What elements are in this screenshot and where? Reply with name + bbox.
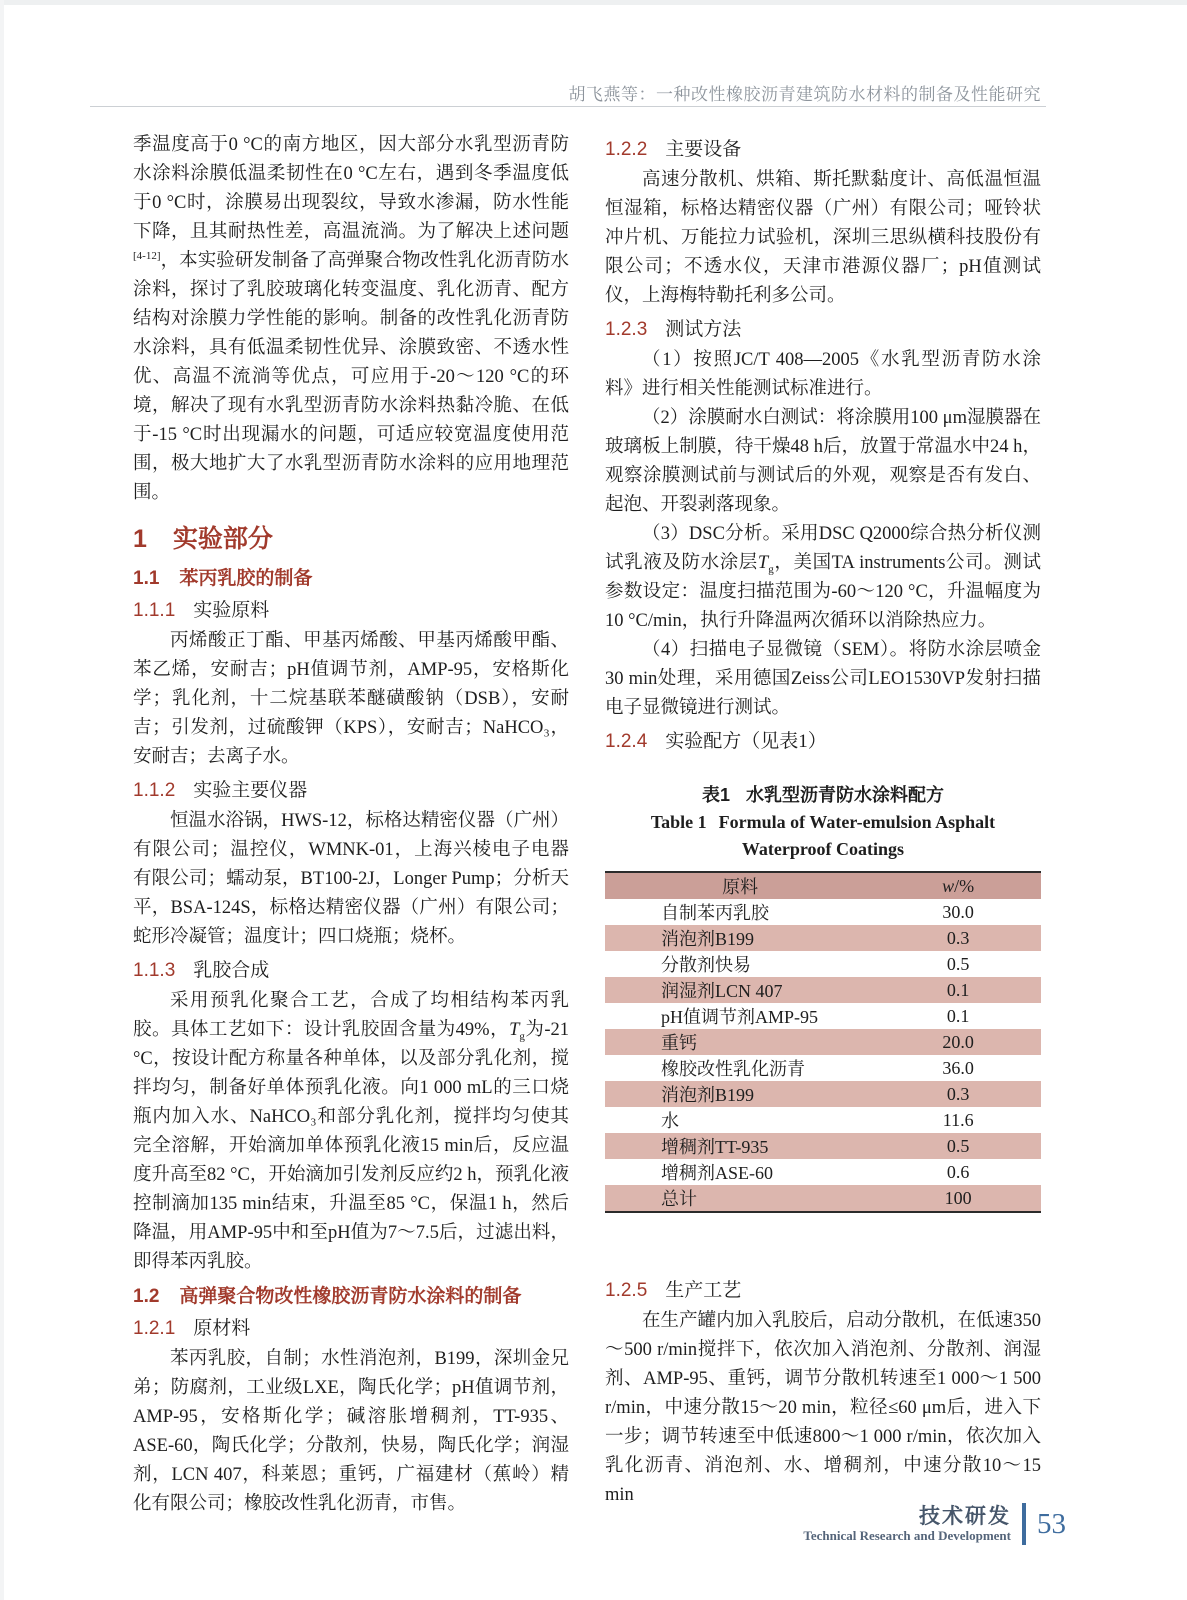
value-cell: 0.6 [946, 1161, 970, 1182]
footer-section-en: Technical Research and Development [803, 1527, 1011, 1543]
section-title: 实验配方（见表1） [665, 731, 827, 752]
formula-table-body [605, 899, 1041, 1212]
tg-symbol: T [757, 553, 769, 573]
table-header-row [605, 872, 1041, 899]
scan-edge [0, 0, 4, 1600]
section-heading-1-2 [133, 1284, 569, 1310]
value-cell: 36.0 [942, 1057, 974, 1078]
value-cell: 0.5 [946, 953, 970, 974]
formula-table-header [605, 872, 1041, 899]
section-heading-1-2-4 [605, 728, 1041, 755]
paragraph-latex-synthesis [133, 987, 569, 1277]
table1-caption-en [605, 809, 1041, 863]
section-heading-1-2-2 [605, 136, 1041, 163]
section-title: 原材料 [193, 1318, 251, 1339]
table-title-en: Formula of Water-emulsion Asphalt Waterproof Coatings [718, 812, 996, 859]
value-cell: 0.1 [946, 1005, 970, 1026]
material-cell: 分散剂快易 [661, 955, 751, 975]
page-number: 53 [1037, 1508, 1066, 1540]
paragraph-instruments: 恒温水浴锅，HWS-12，标格达精密仪器（广州）有限公司；温控仪，WMNK-01，上海兴棱电子电器有限公司；蠕动泵，BT100-2J，Longer Pump；分析天平，BSA-124S，标格达精密仪器（广州）有限公司；蛇形冷凝管；温度计；四口烧瓶；烧杯。 [133, 811, 569, 947]
section-heading-1-1-1 [133, 597, 569, 624]
value-cell: 0.5 [946, 1135, 970, 1156]
table1-captions [605, 781, 1041, 863]
value-cell: 30.0 [942, 901, 974, 922]
paragraph-raw-materials: 丙烯酸正丁酯、甲基丙烯酸、甲基丙烯酸甲酯、苯乙烯，安耐吉；pH值调节剂，AMP-95，安格斯化学；乳化剂，十二烷基联苯醚磺酸钠（DSB），安耐吉；引发剂，过硫酸钾（KPS），安耐吉；NaHCO₃，安耐吉；去离子水。 [133, 631, 569, 767]
section-number: 1.2.4 [605, 731, 648, 752]
table-label-en: Table 1 [650, 812, 707, 832]
section-heading-1-2-1 [133, 1315, 569, 1342]
value-cell: 20.0 [942, 1031, 974, 1052]
w-symbol: w [942, 875, 955, 896]
material-cell: 消泡剂B199 [661, 929, 755, 949]
table-row [605, 925, 1041, 951]
paragraph-test-method-3 [605, 520, 1041, 636]
section-title: 生产工艺 [665, 1280, 742, 1301]
column-header-material: 原料 [605, 872, 875, 899]
section-heading-1-1-3 [133, 957, 569, 984]
material-cell: 总计 [661, 1189, 697, 1209]
table-row [605, 977, 1041, 1003]
table-row [605, 1055, 1041, 1081]
material-cell: 橡胶改性乳化沥青 [661, 1059, 805, 1079]
section-title: 实验主要仪器 [193, 780, 308, 801]
left-column [133, 131, 569, 1519]
table-row [605, 1159, 1041, 1185]
section-number: 1.1.2 [133, 780, 176, 801]
intro-text-pre: 季温度高于0 °C的南方地区，因大部分水乳型沥青防水涂料涂膜低温柔韧性在0 °C左右，遇到冬季温度低于0 °C时，涂膜易出现裂纹，导致水渗漏，防水性能下降，且其耐热性差，高温流淌。为了解决上述问题 [133, 135, 569, 242]
running-head: 胡飞燕等：一种改性橡胶沥青建筑防水材料的制备及性能研究 [568, 85, 1041, 104]
table-row [605, 951, 1041, 977]
section-heading-1-1 [133, 566, 569, 592]
right-column [605, 131, 1041, 1519]
dsc-text-pre: （3）DSC分析。采用DSC Q2000综合热分析仪测试乳液及防水涂层 [605, 524, 1041, 573]
material-cell: 水 [661, 1111, 679, 1131]
footer-divider-bar [1022, 1503, 1026, 1545]
section-number: 1.1.1 [133, 600, 176, 621]
synthesis-text-post: 为-21 °C，按设计配方称量各种单体，以及部分乳化剂，搅拌均匀，制备好单体预乳化液。向1 000 mL的三口烧瓶内加入水、NaHCO₃和部分乳化剂，搅拌均匀使其完全溶解，开始滴加单体预乳化液15 min后，反应温度升高至82 °C，开始滴加引发剂反应约2 h，预乳化液控制滴加135 min结束，升温至85 °C，保温1 h，然后降温，用AMP-95中和至pH值为7～7.5后，过滤出料，即得苯丙乳胶。 [133, 1020, 569, 1272]
value-cell: 11.6 [942, 1109, 974, 1130]
table-row-total [605, 1185, 1041, 1212]
table-row [605, 1081, 1041, 1107]
section-heading-1-1-2 [133, 777, 569, 804]
w-unit: /% [954, 875, 975, 896]
footer-section-cn: 技术研发 [919, 1504, 1011, 1528]
table-label-cn: 表1 [701, 785, 730, 805]
dsc-text-post: ，美国TA instruments公司。测试参数设定：温度扫描范围为-60～120 °C，升温幅度为10 °C/min，执行升降温两次循环以消除热应力。 [605, 553, 1041, 631]
material-cell: 润湿剂LCN 407 [661, 981, 783, 1001]
material-cell: 消泡剂B199 [661, 1085, 755, 1105]
page-content [133, 131, 1041, 1519]
paragraph-equipment: 高速分散机、烘箱、斯托默黏度计、高低温恒温恒湿箱，标格达精密仪器（广州）有限公司；哑铃状冲片机、万能拉力试验机，深圳三思纵横科技股份有限公司；不透水仪，天津市港源仪器厂；pH值测试仪，上海梅特勒托利多公司。 [605, 170, 1041, 306]
section-number: 1.2.5 [605, 1280, 648, 1301]
section-title: 实验部分 [172, 525, 273, 553]
section-title: 主要设备 [665, 139, 742, 160]
paragraph-test-method-2: （2）涂膜耐水白测试：将涂膜用100 μm湿膜器在玻璃板上制膜，待干燥48 h后，放置于常温水中24 h，观察涂膜测试前与测试后的外观，观察是否有发白、起泡、开裂剥落现象。 [605, 408, 1041, 515]
page-footer [803, 1503, 1066, 1545]
section-number: 1.2 [133, 1286, 160, 1307]
section-number: 1 [133, 525, 147, 553]
table-row [605, 1029, 1041, 1055]
citation-marker: [4-12] [133, 249, 161, 262]
synthesis-text-pre: 采用预乳化聚合工艺，合成了均相结构苯丙乳胶。具体工艺如下：设计乳胶固含量为49%， [133, 991, 569, 1040]
section-title: 高弹聚合物改性橡胶沥青防水涂料的制备 [179, 1286, 522, 1307]
paragraph-coating-materials: 苯丙乳胶，自制；水性消泡剂，B199，深圳金兄弟；防腐剂，工业级LXE，陶氏化学；pH值调节剂，AMP-95，安格斯化学；碱溶胀增稠剂，TT-935、ASE-60，陶氏化学；分散剂，快易，陶氏化学；润湿剂，LCN 407，科莱恩；重钙，广福建材（蕉岭）精化有限公司；橡胶改性乳化沥青，市售。 [133, 1349, 569, 1514]
header-divider [90, 106, 1046, 107]
section-number: 1.2.2 [605, 139, 648, 160]
column-header-weight [875, 872, 1041, 899]
intro-paragraph [133, 131, 569, 508]
section-number: 1.1 [133, 568, 160, 589]
section-number: 1.2.3 [605, 319, 648, 340]
value-cell: 100 [944, 1187, 972, 1208]
table-row [605, 1107, 1041, 1133]
material-cell: 增稠剂TT-935 [661, 1137, 769, 1157]
material-cell: pH值调节剂AMP-95 [661, 1007, 819, 1027]
section-number: 1.1.3 [133, 960, 176, 981]
value-cell: 0.1 [946, 979, 970, 1000]
paragraph-production-process: 在生产罐内加入乳胶后，启动分散机，在低速350～500 r/min搅拌下，依次加入消泡剂、分散剂、润湿剂、AMP-95、重钙，调节分散机转速至1 000～1 500 r/min，中速分散15～20 min，粒径≤60 μm后，进入下一步；调节转速至中低速800～1 000 r/min，依次加入乳化沥青、消泡剂、水、增稠剂，中速分散10～15 min [605, 1311, 1041, 1505]
table-row [605, 1133, 1041, 1159]
section-heading-1-2-3 [605, 316, 1041, 343]
section-title: 乳胶合成 [193, 960, 270, 981]
formula-table [605, 871, 1041, 1213]
section-heading-1 [133, 524, 569, 554]
material-cell: 重钙 [661, 1033, 697, 1053]
tg-subscript: g [768, 563, 774, 576]
table-row [605, 899, 1041, 925]
table1-caption-cn [605, 781, 1041, 809]
section-title: 实验原料 [193, 600, 270, 621]
section-title: 苯丙乳胶的制备 [179, 568, 313, 589]
value-cell: 0.3 [946, 1083, 970, 1104]
paragraph-test-method-1: （1）按照JC/T 408—2005《水乳型沥青防水涂料》进行相关性能测试标准进行。 [605, 350, 1041, 399]
table-title-cn: 水乳型沥青防水涂料配方 [746, 785, 944, 805]
section-number: 1.2.1 [133, 1318, 176, 1339]
paragraph-test-method-4: （4）扫描电子显微镜（SEM）。将防水涂层喷金30 min处理，采用德国Zeiss公司LEO1530VP发射扫描电子显微镜进行测试。 [605, 640, 1041, 718]
section-heading-1-2-5 [605, 1277, 1041, 1304]
table-row [605, 1003, 1041, 1029]
footer-section-labels [803, 1505, 1011, 1544]
material-cell: 自制苯丙乳胶 [661, 903, 769, 923]
tg-symbol: T [509, 1020, 520, 1040]
tg-subscript: g [519, 1030, 525, 1043]
intro-text-post: ，本实验研发制备了高弹聚合物改性乳化沥青防水涂料，探讨了乳胶玻璃化转变温度、乳化沥青、配方结构对涂膜力学性能的影响。制备的改性乳化沥青防水涂料，具有低温柔韧性优异、涂膜致密、不透水性优、高温不流淌等优点，可应用于-20～120 °C的环境，解决了现有水乳型沥青防水涂料热黏冷脆、在低于-15 °C时出现漏水的问题，可适应较宽温度使用范围，极大地扩大了水乳型沥青防水涂料的应用地理范围。 [133, 251, 569, 503]
value-cell: 0.3 [946, 927, 970, 948]
scan-edge [0, 0, 1187, 5]
section-title: 测试方法 [665, 319, 742, 340]
material-cell: 增稠剂ASE-60 [661, 1163, 773, 1183]
